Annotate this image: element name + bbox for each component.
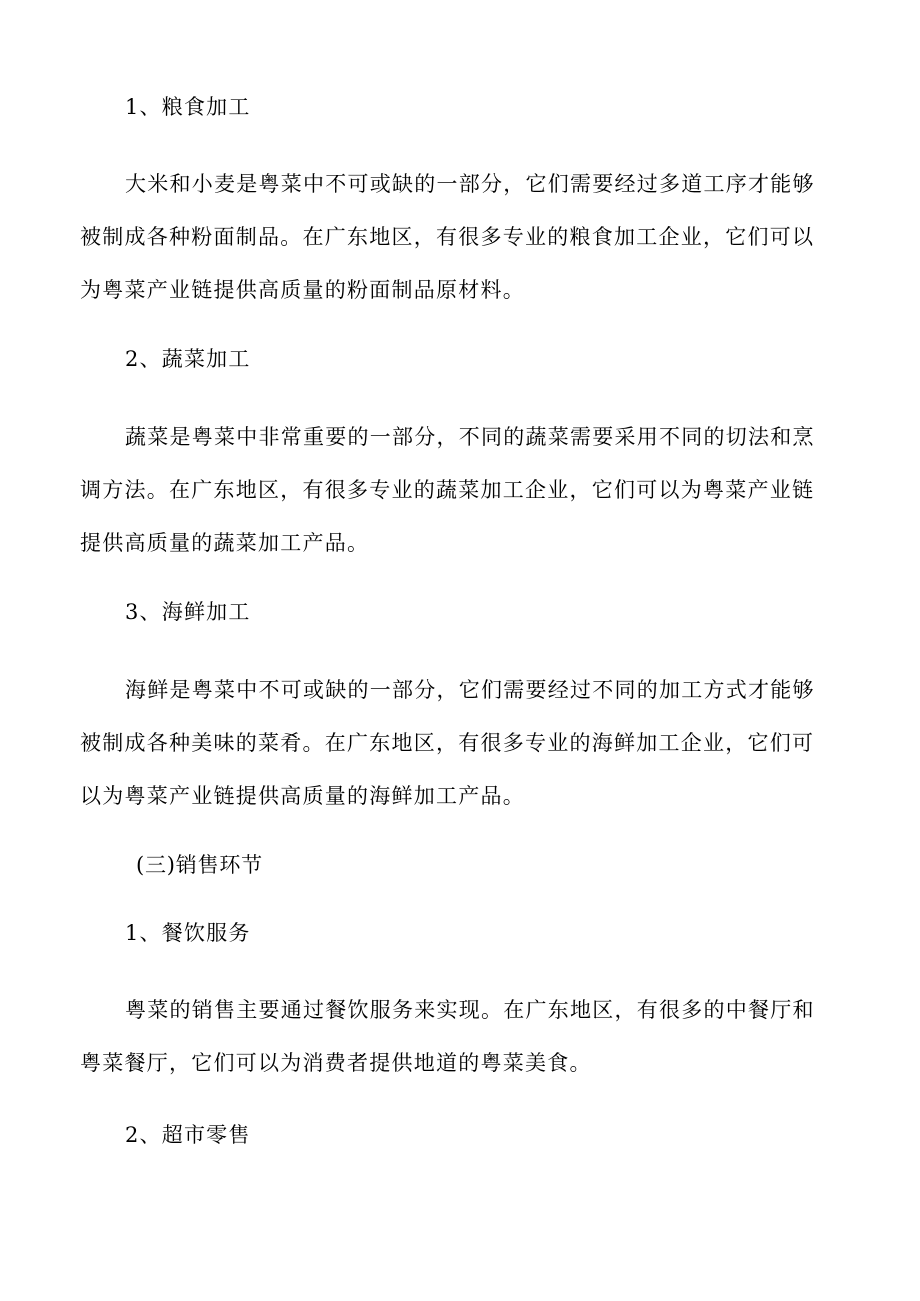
heading-grain-processing: 1、粮食加工	[125, 95, 251, 119]
paragraph-line: 为粤菜产业链提供高质量的粉面制品原材料。	[80, 278, 525, 302]
section-heading-sales: (三)销售环节	[136, 853, 263, 877]
heading-vegetable-processing: 2、蔬菜加工	[125, 347, 251, 371]
heading-catering-service: 1、餐饮服务	[125, 921, 251, 945]
paragraph-line: 以为粤菜产业链提供高质量的海鲜加工产品。	[80, 784, 525, 808]
paragraph-line: 粤菜的销售主要通过餐饮服务来实现。在广东地区，有很多的中餐厅和	[125, 998, 815, 1022]
paragraph-line: 海鲜是粤菜中不可或缺的一部分，它们需要经过不同的加工方式才能够	[125, 678, 815, 702]
heading-supermarket-retail: 2、超市零售	[125, 1123, 251, 1147]
paragraph-line: 大米和小麦是粤菜中不可或缺的一部分，它们需要经过多道工序才能够	[125, 172, 815, 196]
paragraph-line: 蔬菜是粤菜中非常重要的一部分，不同的蔬菜需要采用不同的切法和烹	[125, 425, 815, 449]
paragraph-line: 粤菜餐厅，它们可以为消费者提供地道的粤菜美食。	[80, 1051, 592, 1075]
paragraph-line: 被制成各种粉面制品。在广东地区，有很多专业的粮食加工企业，它们可以	[80, 225, 815, 249]
paragraph-line: 被制成各种美味的菜肴。在广东地区，有很多专业的海鲜加工企业，它们可	[80, 731, 815, 755]
heading-seafood-processing: 3、海鲜加工	[125, 600, 251, 624]
paragraph-line: 调方法。在广东地区，有很多专业的蔬菜加工企业，它们可以为粤菜产业链	[80, 478, 815, 502]
paragraph-line: 提供高质量的蔬菜加工产品。	[80, 531, 370, 555]
